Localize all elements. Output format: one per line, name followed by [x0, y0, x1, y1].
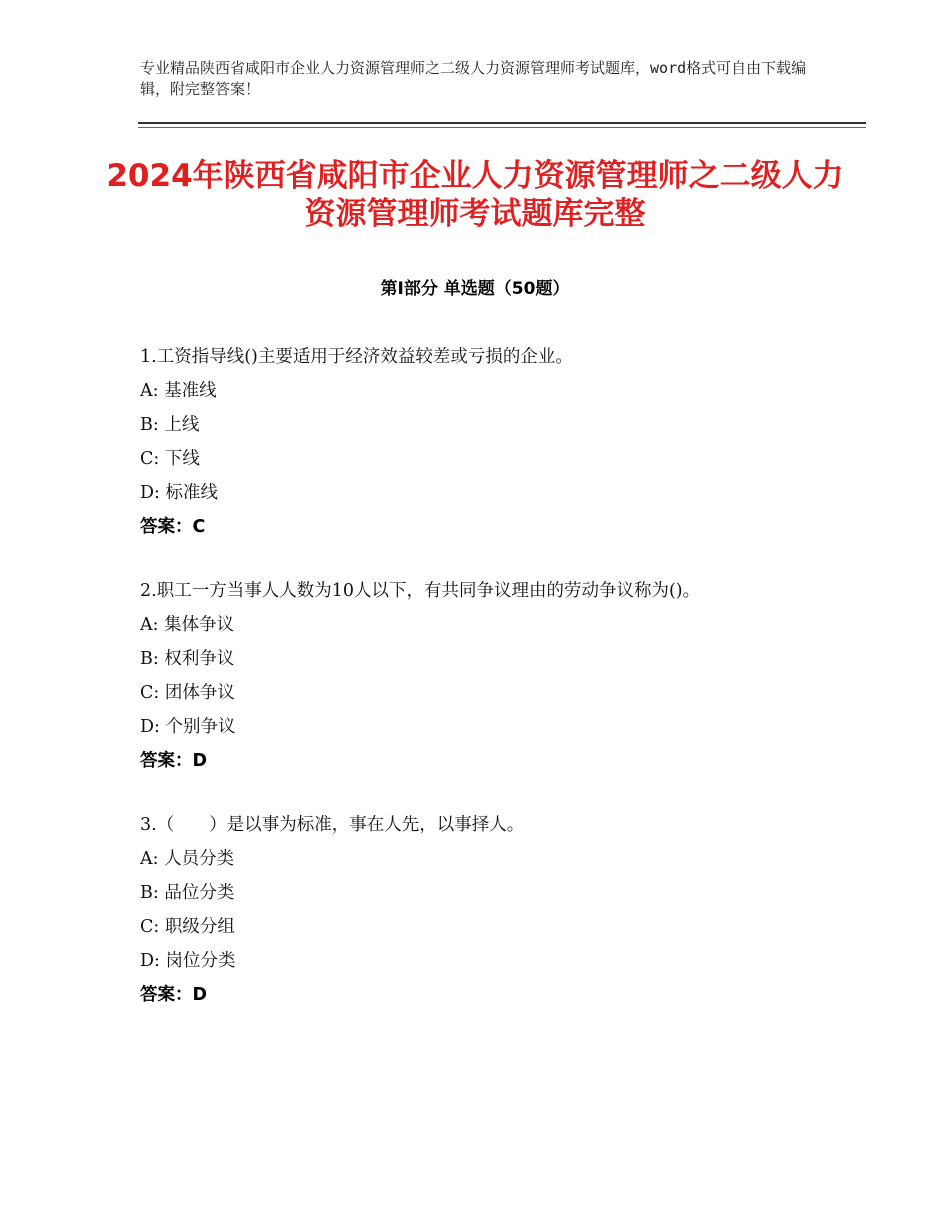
answer-label: 答案：D — [140, 985, 208, 1005]
option-b: B: 权利争议 — [140, 649, 235, 669]
option-c: C: 职级分组 — [140, 917, 235, 937]
question-2 — [140, 574, 820, 778]
answer-label: 答案：D — [140, 751, 208, 771]
option-a: A: 集体争议 — [140, 615, 235, 635]
option-b: B: 上线 — [140, 415, 200, 435]
option-a: A: 人员分类 — [140, 849, 235, 869]
option-a: A: 基准线 — [140, 381, 217, 401]
option-c: C: 团体争议 — [140, 683, 235, 703]
question-stem: 3.（ ）是以事为标准，事在人先，以事择人。 — [140, 815, 525, 835]
document-title: 2024年陕西省咸阳市企业人力资源管理师之二级人力资源管理师考试题库完整 — [106, 158, 844, 232]
question-stem: 2.职工一方当事人人数为10人以下，有共同争议理由的劳动争议称为()。 — [140, 581, 701, 601]
question-3 — [140, 808, 820, 1012]
header-note: 专业精品陕西省咸阳市企业人力资源管理师之二级人力资源管理师考试题库，word格式可自由下载编辑，附完整答案！ — [140, 59, 807, 98]
option-c: C: 下线 — [140, 449, 200, 469]
answer-label: 答案：C — [140, 517, 206, 537]
option-d: D: 个别争议 — [140, 717, 236, 737]
header-divider-thin — [138, 127, 866, 128]
section-heading: 第I部分 单选题（50题） — [380, 279, 570, 299]
option-d: D: 标准线 — [140, 483, 218, 503]
question-list — [140, 340, 820, 1042]
question-1 — [140, 340, 820, 544]
header-divider-thick — [138, 122, 866, 124]
option-b: B: 品位分类 — [140, 883, 235, 903]
option-d: D: 岗位分类 — [140, 951, 236, 971]
question-stem: 1.工资指导线()主要适用于经济效益较差或亏损的企业。 — [140, 347, 573, 367]
